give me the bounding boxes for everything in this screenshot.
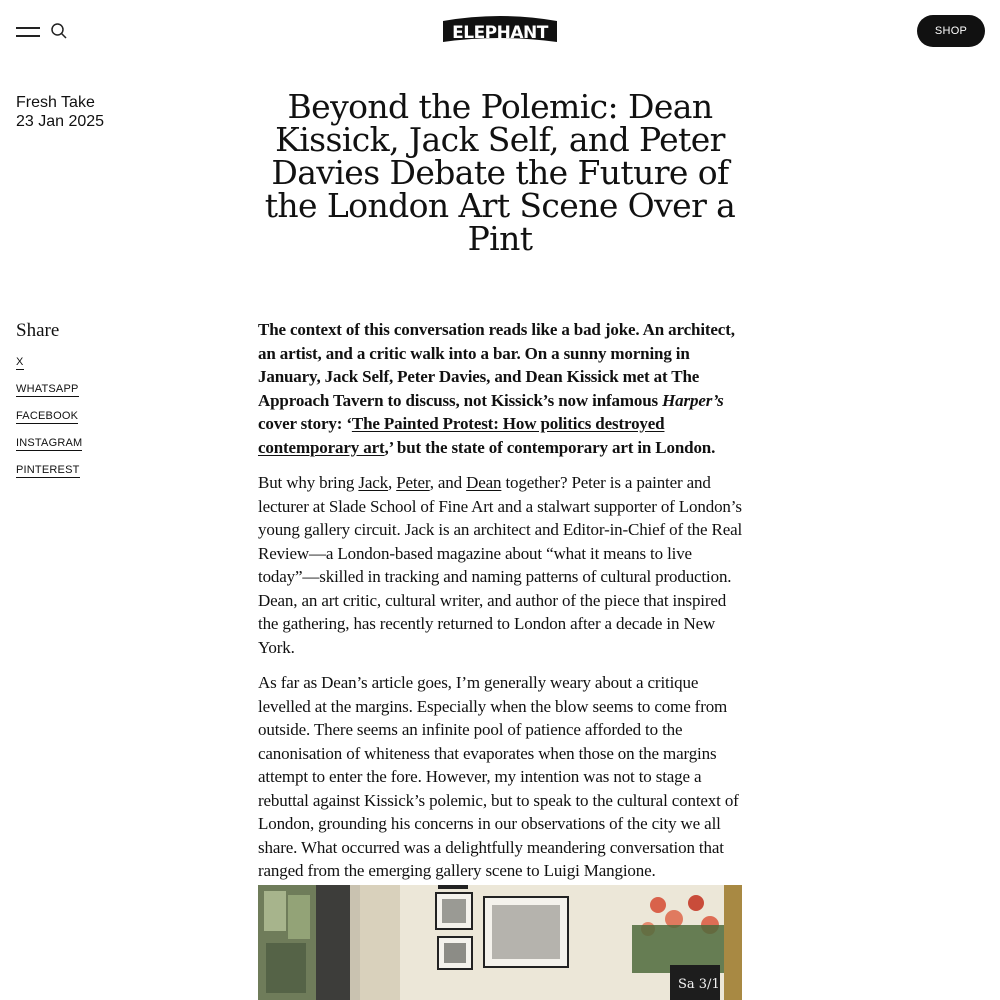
paragraph-text: But why bring <box>258 473 359 492</box>
article-paragraph <box>258 471 744 659</box>
paragraph-text: together? Peter is a painter and lecturer at Slade School of Fine Art and a stalwart supporter of London’s young gallery circuit. Jack is an architect and Editor-in-Chief of the Real Review—a London-based magazine about “what it means to live today”—skilled in tracking and naming patterns of cultural production. Dean, an art critic, cultural writer, and author of the piece that inspired the gathering, has recently returned to London after a decade in New York. <box>258 473 743 657</box>
share-list <box>16 352 82 487</box>
menu-line-top <box>16 27 40 29</box>
share-whatsapp-link[interactable]: WHATSAPP <box>16 383 79 395</box>
share-item <box>16 379 82 406</box>
share-facebook-link[interactable]: FACEBOOK <box>16 410 79 422</box>
article-lede <box>258 318 744 459</box>
harpers-article-link[interactable]: The Painted Protest: How politics destroyed contemporary art <box>258 414 665 457</box>
share-instagram-link[interactable]: INSTAGRAM <box>16 437 83 449</box>
peter-link[interactable]: Peter <box>396 473 430 492</box>
publication-name: Harper’s <box>662 390 724 410</box>
article-category[interactable]: Fresh Take <box>16 94 95 111</box>
lede-text: cover story: ‘ <box>258 414 352 433</box>
elephant-logo[interactable] <box>440 12 560 48</box>
share-item <box>16 433 82 460</box>
share-item <box>16 406 82 433</box>
hamburger-menu-icon[interactable] <box>16 26 40 38</box>
share-heading: Share <box>16 320 60 341</box>
chalkboard-text: Sa 3/1 <box>678 977 720 992</box>
article-paragraph: As far as Dean’s article goes, I’m generally weary about a critique levelled at the margins. Especially when the blow seems to come from outside. There seems an infinite pool of patience afforded to the canonisation of whiteness that evaporates when those on the margins attempt to enter the fore. However, my intention was not to stage a rebuttal against Kissick’s polemic, but to speak to the cultural context of London, grounding his concerns in our observations of the city we all share. What occurred was a delightfully meandering conversation that ranged from the emerging gallery scene to Luigi Mangione. <box>258 673 739 880</box>
shop-button[interactable]: SHOP <box>917 15 985 47</box>
article-body <box>258 318 744 895</box>
share-pinterest-link[interactable]: PINTEREST <box>16 464 80 476</box>
article-date: 23 Jan 2025 <box>16 113 105 130</box>
share-item <box>16 460 82 487</box>
share-item <box>16 352 82 379</box>
menu-line-bottom <box>16 35 40 37</box>
article-title: Beyond the Polemic: Dean Kissick, Jack Self, and Peter Davies Debate the Future of the London Art Scene Over a Pint <box>264 87 736 258</box>
jack-link[interactable]: Jack <box>358 473 388 492</box>
paragraph-text: , <box>387 473 397 492</box>
dean-link[interactable]: Dean <box>466 473 502 492</box>
lede-text: The context of this conversation reads like a bad joke. An architect, an artist, and a critic walk into a bar. On a sunny morning in January, Jack Self, Peter Davies, and Dean Kissick met at The Approach Tavern to discuss, not Kissick’s now infamous <box>258 320 735 410</box>
lede-text: ,’ but the state of contemporary art in London. <box>384 437 716 457</box>
tavern-interior-photo <box>258 885 742 1000</box>
search-icon[interactable] <box>50 22 68 40</box>
article-meta <box>16 93 104 131</box>
share-x-link[interactable]: X <box>16 356 24 368</box>
logo-text: ELEPHANT <box>452 23 548 43</box>
paragraph-text: , and <box>429 473 467 492</box>
